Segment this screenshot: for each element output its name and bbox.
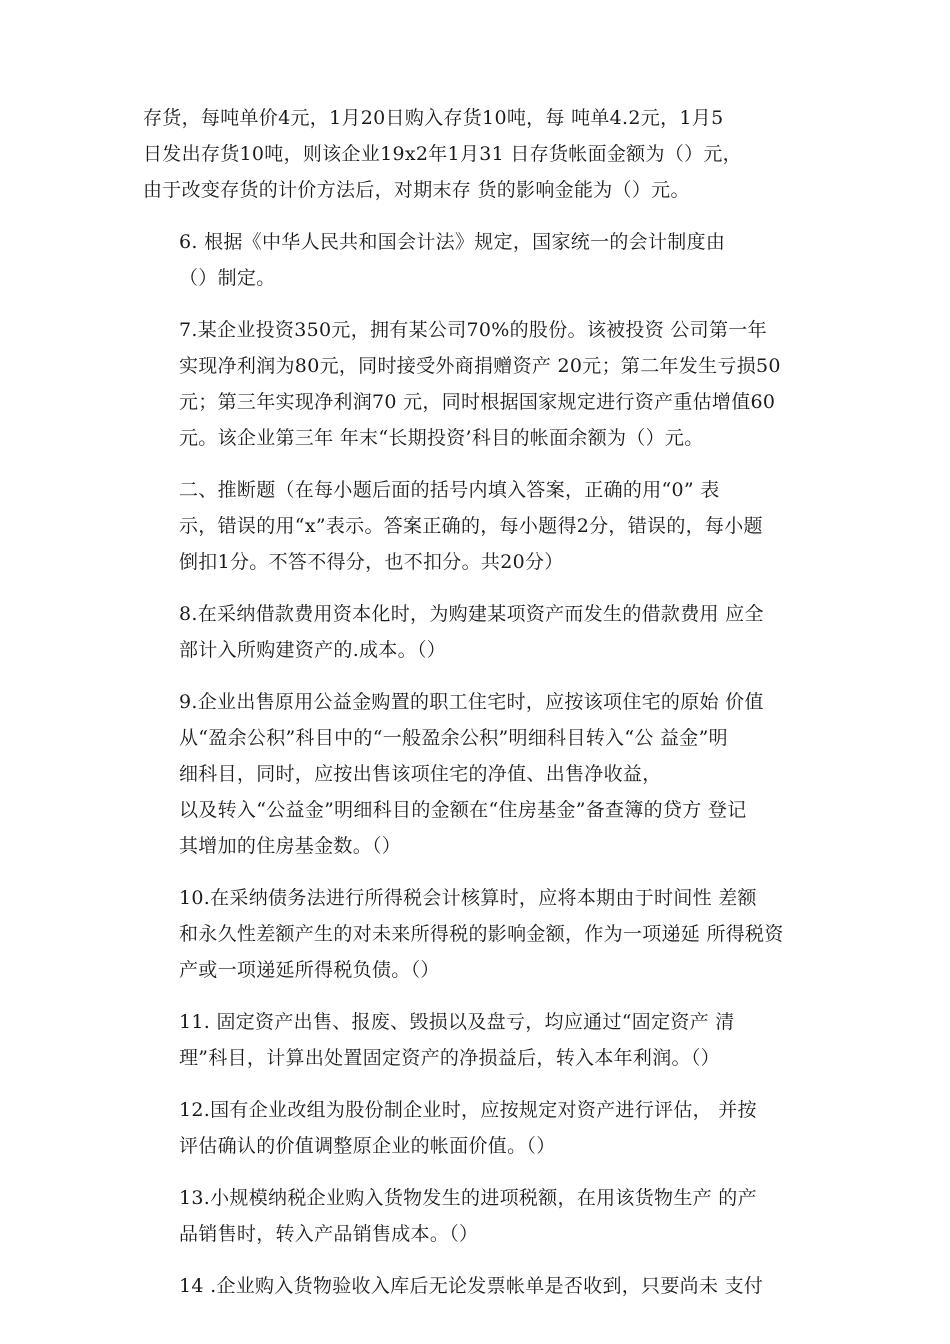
text-line: 从“盈余公积”科目中的“一般盈余公积”明细科目转入“公 益金”明 — [179, 727, 728, 749]
question-8 — [143, 596, 833, 668]
text-line: 二、推断题（在每小题后面的括号内填入答案，正确的用“0” 表 — [179, 479, 720, 501]
text-line: 以及转入“公益金”明细科目的金额在“住房基金”备查簿的贷方 登记 — [179, 799, 747, 821]
text-line: 13.小规模纳税企业购入货物发生的进项税额，在用该货物生产 的产 — [179, 1187, 757, 1209]
paragraph-5-continuation — [143, 100, 833, 208]
question-10 — [143, 880, 833, 988]
question-9 — [143, 684, 833, 864]
text-line: 品销售时，转入产品销售成本。（） — [179, 1223, 479, 1245]
question-14 — [143, 1268, 833, 1304]
section-2-heading — [143, 472, 833, 580]
text-line: （）制定。 — [179, 267, 276, 289]
text-line: 由于改变存货的计价方法后，对期末存 货的影响金能为（）元。 — [143, 179, 690, 201]
text-line: 7.某企业投资350元，拥有某公司70%的股份。该被投资 公司第一年 — [179, 319, 767, 341]
text-line: 日发出存货10吨，则该企业19x2年1月31 日存货帐面金额为（）元， — [143, 143, 742, 165]
text-line: 其增加的住房基金数。（） — [179, 835, 402, 857]
text-line: 14 .企业购入货物验收入库后无论发票帐单是否收到，只要尚未 支付 — [179, 1275, 764, 1297]
document-body — [143, 100, 833, 1320]
question-12 — [143, 1092, 833, 1164]
text-line: 10.在采纳债务法进行所得税会计核算时，应将本期由于时间性 差额 — [179, 887, 757, 909]
question-6 — [143, 224, 833, 296]
text-line: 8.在采纳借款费用资本化时，为购建某项资产而发生的借款费用 应全 — [179, 603, 764, 625]
text-line: 理”科目，计算出处置固定资产的净损益后，转入本年利润。（） — [179, 1047, 720, 1069]
text-line: 产或一项递延所得税负债。（） — [179, 959, 440, 981]
question-7 — [143, 312, 833, 456]
text-line: 12.国有企业改组为股份制企业时，应按规定对资产进行评估， 并按 — [179, 1099, 757, 1121]
text-line: 和永久性差额产生的对未来所得税的影响金额，作为一项递延 所得税资 — [179, 923, 784, 945]
text-line: 细科目，同时，应按出售该项住宅的净值、出售净收益， — [179, 763, 662, 785]
text-line: 示，错误的用“x”表示。答案正确的，每小题得2分，错误的，每小题 — [179, 515, 763, 537]
text-line: 11. 固定资产出售、报废、毁损以及盘亏，均应通过“固定资产 清 — [179, 1011, 735, 1033]
text-line: 评估确认的价值调整原企业的帐面价值。（） — [179, 1135, 556, 1157]
question-13 — [143, 1180, 833, 1252]
text-line: 元。该企业第三年 年末“长期投资’科目的帐面余额为（）元。 — [179, 427, 704, 449]
text-line: 实现净利润为80元，同时接受外商捐赠资产 20元；第二年发生亏损50 — [179, 355, 781, 377]
text-line: 元；第三年实现净利润70 元，同时根据国家规定进行资产重估增值60 — [179, 391, 776, 413]
text-line: 部计入所购建资产的.成本。（） — [179, 639, 447, 661]
text-line: 倒扣1分。不答不得分，也不扣分。共20分） — [179, 551, 564, 573]
text-line: 6. 根据《中华人民共和国会计法》规定，国家统一的会计制度由 — [179, 231, 726, 253]
text-line: 9.企业出售原用公益金购置的职工住宅时，应按该项住宅的原始 价值 — [179, 691, 764, 713]
question-11 — [143, 1004, 833, 1076]
text-line: 存货，每吨单价4元，1月20日购入存货10吨，每 吨单4.2元，1月5 — [143, 107, 724, 129]
